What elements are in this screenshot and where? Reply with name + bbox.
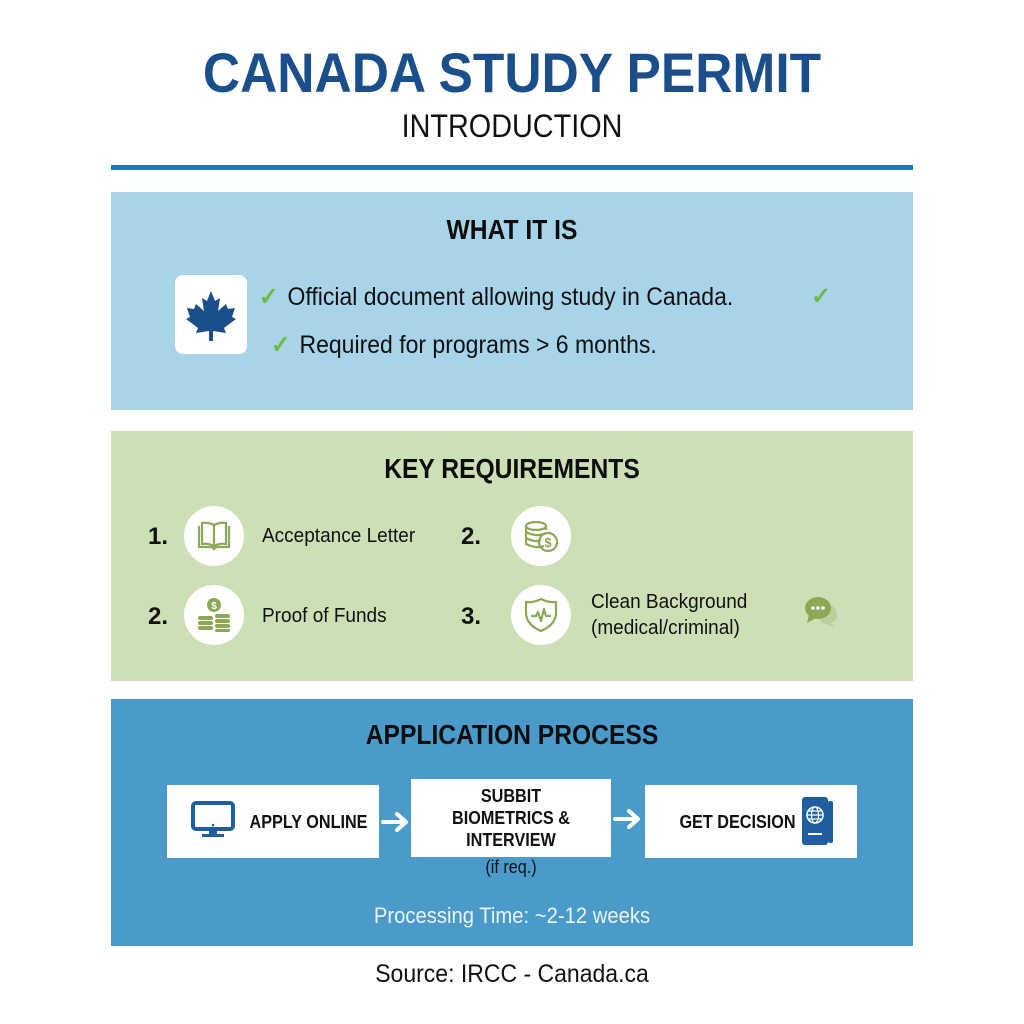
passport-icon bbox=[800, 795, 836, 847]
requirement-number: 2. bbox=[148, 603, 169, 630]
monitor-icon bbox=[191, 801, 235, 839]
maple-leaf-icon bbox=[175, 275, 247, 354]
what-it-is-heading: WHAT IT IS bbox=[446, 214, 578, 245]
book-icon bbox=[196, 518, 232, 554]
check-icon: ✓ bbox=[811, 283, 832, 310]
coins-dollar-icon bbox=[196, 597, 232, 633]
step-apply-online bbox=[167, 785, 379, 858]
application-process-panel bbox=[111, 699, 913, 946]
step-label: GET DECISION bbox=[679, 812, 796, 832]
what-it-is-bullet: ✓ Required for programs > 6 months. bbox=[271, 331, 657, 359]
maple-leaf-tile bbox=[175, 275, 247, 354]
coins-stack-icon bbox=[523, 518, 559, 554]
processing-time: Processing Time: ~2-12 weeks bbox=[373, 903, 651, 928]
step-get-decision bbox=[645, 785, 857, 858]
requirement-icon-circle bbox=[184, 585, 244, 645]
page-title: CANADA STUDY PERMIT bbox=[202, 41, 822, 104]
arrow-right-icon bbox=[381, 810, 411, 834]
svg-text:$: $ bbox=[211, 601, 217, 612]
requirement-icon-circle bbox=[511, 506, 571, 566]
key-requirements-heading: KEY REQUIREMENTS bbox=[384, 453, 640, 484]
key-requirements-panel bbox=[111, 431, 913, 681]
step-label: APPLY ONLINE bbox=[249, 812, 368, 832]
requirement-number: 1. bbox=[148, 523, 169, 550]
svg-text:$: $ bbox=[544, 535, 552, 550]
requirement-label: Acceptance Letter bbox=[262, 525, 416, 547]
check-icon: ✓ bbox=[271, 331, 291, 359]
step-label: SUBBIT BIOMETRICS & INTERVIEW bbox=[452, 786, 570, 850]
arrow-right-icon bbox=[613, 807, 643, 831]
requirement-icon-circle bbox=[184, 506, 244, 566]
application-process-heading: APPLICATION PROCESS bbox=[365, 719, 659, 750]
requirement-label: Clean Background (medical/criminal) bbox=[591, 591, 748, 639]
chat-bubble-icon bbox=[803, 595, 841, 629]
requirement-label: Proof of Funds bbox=[262, 605, 387, 627]
step-biometrics bbox=[411, 779, 611, 857]
what-it-is-panel bbox=[111, 192, 913, 410]
requirement-icon-circle bbox=[511, 585, 571, 645]
requirement-number: 3. bbox=[461, 603, 482, 630]
source-credit: Source: IRCC - Canada.ca bbox=[375, 960, 649, 988]
shield-heartbeat-icon bbox=[523, 597, 559, 633]
check-icon: ✓ bbox=[259, 283, 279, 311]
requirement-number: 2. bbox=[461, 523, 482, 550]
step-note: (if req.) bbox=[485, 857, 537, 877]
what-it-is-bullet: ✓ Official document allowing study in Canada. bbox=[259, 283, 734, 311]
header-divider bbox=[111, 165, 913, 170]
page-subtitle: INTRODUCTION bbox=[401, 108, 623, 144]
